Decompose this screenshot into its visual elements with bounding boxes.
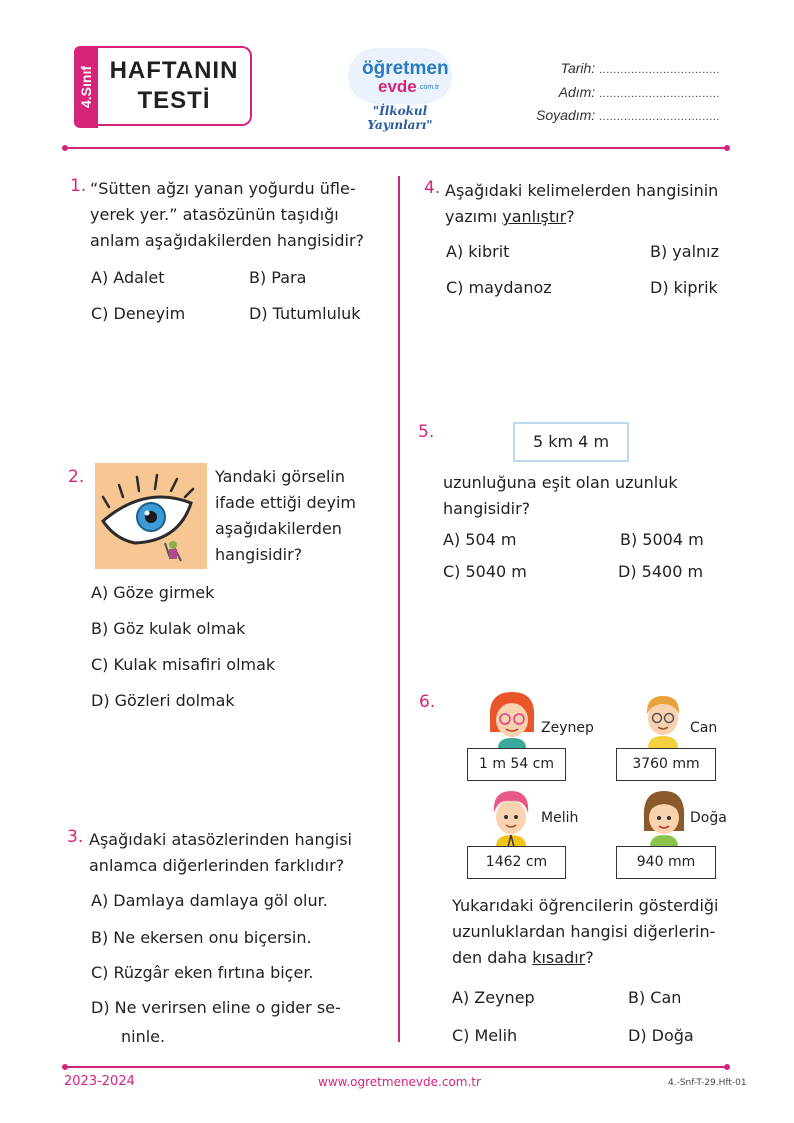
q6-option-a[interactable]: A) Zeynep: [452, 988, 535, 1007]
can-avatar: [638, 688, 688, 748]
surname-field[interactable]: ..................................: [599, 111, 720, 123]
name-row: [520, 84, 720, 100]
title-box: [98, 46, 252, 126]
q6-option-b[interactable]: B) Can: [628, 988, 682, 1007]
q5-option-a[interactable]: A) 504 m: [443, 530, 517, 549]
q1-option-b[interactable]: B) Para: [249, 268, 307, 287]
q6-line3-post: ?: [585, 948, 594, 967]
q3-line: anlamca diğerlerinden farklıdır?: [89, 856, 345, 875]
q6-keyword: kısadır: [532, 948, 586, 967]
q1-line: yerek yer.” atasözünün taşıdığı: [90, 205, 339, 224]
q2-option-d[interactable]: D) Gözleri dolmak: [91, 691, 235, 710]
student-name-doga: Doğa: [690, 810, 727, 826]
q1-number: 1.: [70, 176, 87, 196]
q6-option-d[interactable]: D) Doğa: [628, 1026, 694, 1045]
name-field[interactable]: ..................................: [599, 88, 720, 100]
q2-line: aşağıdakilerden: [215, 519, 342, 538]
q4-line2-post: ?: [566, 207, 575, 226]
q4-number: 4.: [424, 178, 441, 198]
publisher-logo: [340, 44, 458, 132]
q2-line: hangisidir?: [215, 545, 303, 564]
q4-line: [445, 204, 718, 230]
divider-dot-left: [62, 145, 68, 151]
logo-domain: .com.tr: [418, 84, 440, 91]
q1-line: “Sütten ağzı yanan yoğurdu üfle-: [90, 179, 356, 198]
footer-dot-left: [62, 1064, 68, 1070]
q3-option-c[interactable]: C) Rüzgâr eken fırtına biçer.: [91, 963, 314, 982]
q6-option-c[interactable]: C) Melih: [452, 1026, 518, 1045]
value-box-zeynep: 1 m 54 cm: [467, 748, 566, 781]
q4-keyword: yanlıştır: [502, 207, 567, 226]
q6-line: uzunluklardan hangisi diğerlerin-: [452, 922, 716, 941]
q5-option-b[interactable]: B) 5004 m: [620, 530, 704, 549]
q3-option-d[interactable]: D) Ne verirsen eline o gider se-: [91, 998, 341, 1017]
grade-label: 4.Sınıf: [78, 65, 94, 109]
q1-line: anlam aşağıdakilerden hangisidir?: [90, 231, 365, 250]
footer-url[interactable]: www.ogretmenevde.com.tr: [318, 1075, 481, 1089]
q5-length-box: 5 km 4 m: [513, 422, 629, 462]
value-box-doga: 940 mm: [616, 846, 716, 879]
title-line-1: HAFTANIN: [109, 57, 239, 84]
q1-option-d[interactable]: D) Tutumluluk: [249, 304, 361, 323]
date-field[interactable]: ..................................: [599, 64, 720, 76]
logo-word-top: öğretmen: [362, 58, 449, 79]
melih-avatar: [486, 785, 536, 847]
logo-tagline: "İlkokul Yayınları": [367, 104, 433, 132]
q5-text: [443, 470, 678, 522]
q4-option-a[interactable]: A) kibrit: [446, 242, 510, 261]
q2-option-b[interactable]: B) Göz kulak olmak: [91, 619, 246, 638]
q6-number: 6.: [419, 692, 436, 712]
q3-text: [89, 827, 352, 879]
q2-text: [215, 464, 356, 568]
divider-dot-right: [724, 145, 730, 151]
q6-text: [452, 893, 718, 971]
q5-option-c[interactable]: C) 5040 m: [443, 562, 527, 581]
q4-option-c[interactable]: C) maydanoz: [446, 278, 552, 297]
q3-line: Aşağıdaki atasözlerinden hangisi: [89, 830, 352, 849]
q6-line: Yukarıdaki öğrencilerin gösterdiği: [452, 896, 719, 915]
value-box-can: 3760 mm: [616, 748, 716, 781]
q2-line: Yandaki görselin: [215, 467, 346, 486]
date-row: [520, 60, 720, 76]
q1-option-c[interactable]: C) Deneyim: [91, 304, 186, 323]
date-label: Tarih:: [560, 60, 596, 76]
q3-option-d-continued: ninle.: [121, 1027, 166, 1046]
q2-option-c[interactable]: C) Kulak misafiri olmak: [91, 655, 276, 674]
title-line-2: TESTİ: [137, 87, 211, 114]
q4-text: [445, 178, 718, 230]
header-divider: [66, 147, 726, 149]
surname-row: [520, 107, 720, 123]
doga-avatar: [638, 785, 690, 847]
q5-number: 5.: [418, 422, 435, 442]
footer-year: 2023-2024: [64, 1074, 135, 1089]
q4-line: Aşağıdaki kelimelerden hangisinin: [445, 181, 719, 200]
q5-option-d[interactable]: D) 5400 m: [618, 562, 704, 581]
q6-line3-pre: den daha: [452, 948, 533, 967]
q5-line: hangisidir?: [443, 499, 531, 518]
footer-dot-right: [724, 1064, 730, 1070]
q5-line: uzunluğuna eşit olan uzunluk: [443, 473, 678, 492]
q2-line: ifade ettiği deyim: [215, 493, 356, 512]
q4-option-d[interactable]: D) kiprik: [650, 278, 718, 297]
column-divider: [398, 176, 400, 1042]
q1-text: [90, 176, 364, 254]
zeynep-avatar: [484, 688, 540, 748]
value-box-melih: 1462 cm: [467, 846, 566, 879]
footer-code: 4.-Snf-T-29.Hft-01: [668, 1078, 747, 1088]
student-name-zeynep: Zeynep: [541, 720, 594, 736]
student-name-can: Can: [690, 720, 718, 736]
eye-illustration: [95, 463, 207, 569]
q2-option-a[interactable]: A) Göze girmek: [91, 583, 215, 602]
surname-label: Soyadım:: [536, 107, 596, 123]
q3-option-b[interactable]: B) Ne ekersen onu biçersin.: [91, 928, 312, 947]
q3-option-a[interactable]: A) Damlaya damlaya göl olur.: [91, 891, 328, 910]
q3-number: 3.: [67, 827, 84, 847]
name-label: Adım:: [558, 84, 596, 100]
student-name-melih: Melih: [541, 810, 579, 826]
q1-option-a[interactable]: A) Adalet: [91, 268, 165, 287]
q6-line: [452, 945, 718, 971]
q2-number: 2.: [68, 467, 85, 487]
footer-divider: [66, 1066, 726, 1068]
logo-word-bottom: evde: [378, 77, 417, 96]
q4-line2-pre: yazımı: [445, 207, 503, 226]
q4-option-b[interactable]: B) yalnız: [650, 242, 720, 261]
grade-tab: [74, 46, 98, 128]
